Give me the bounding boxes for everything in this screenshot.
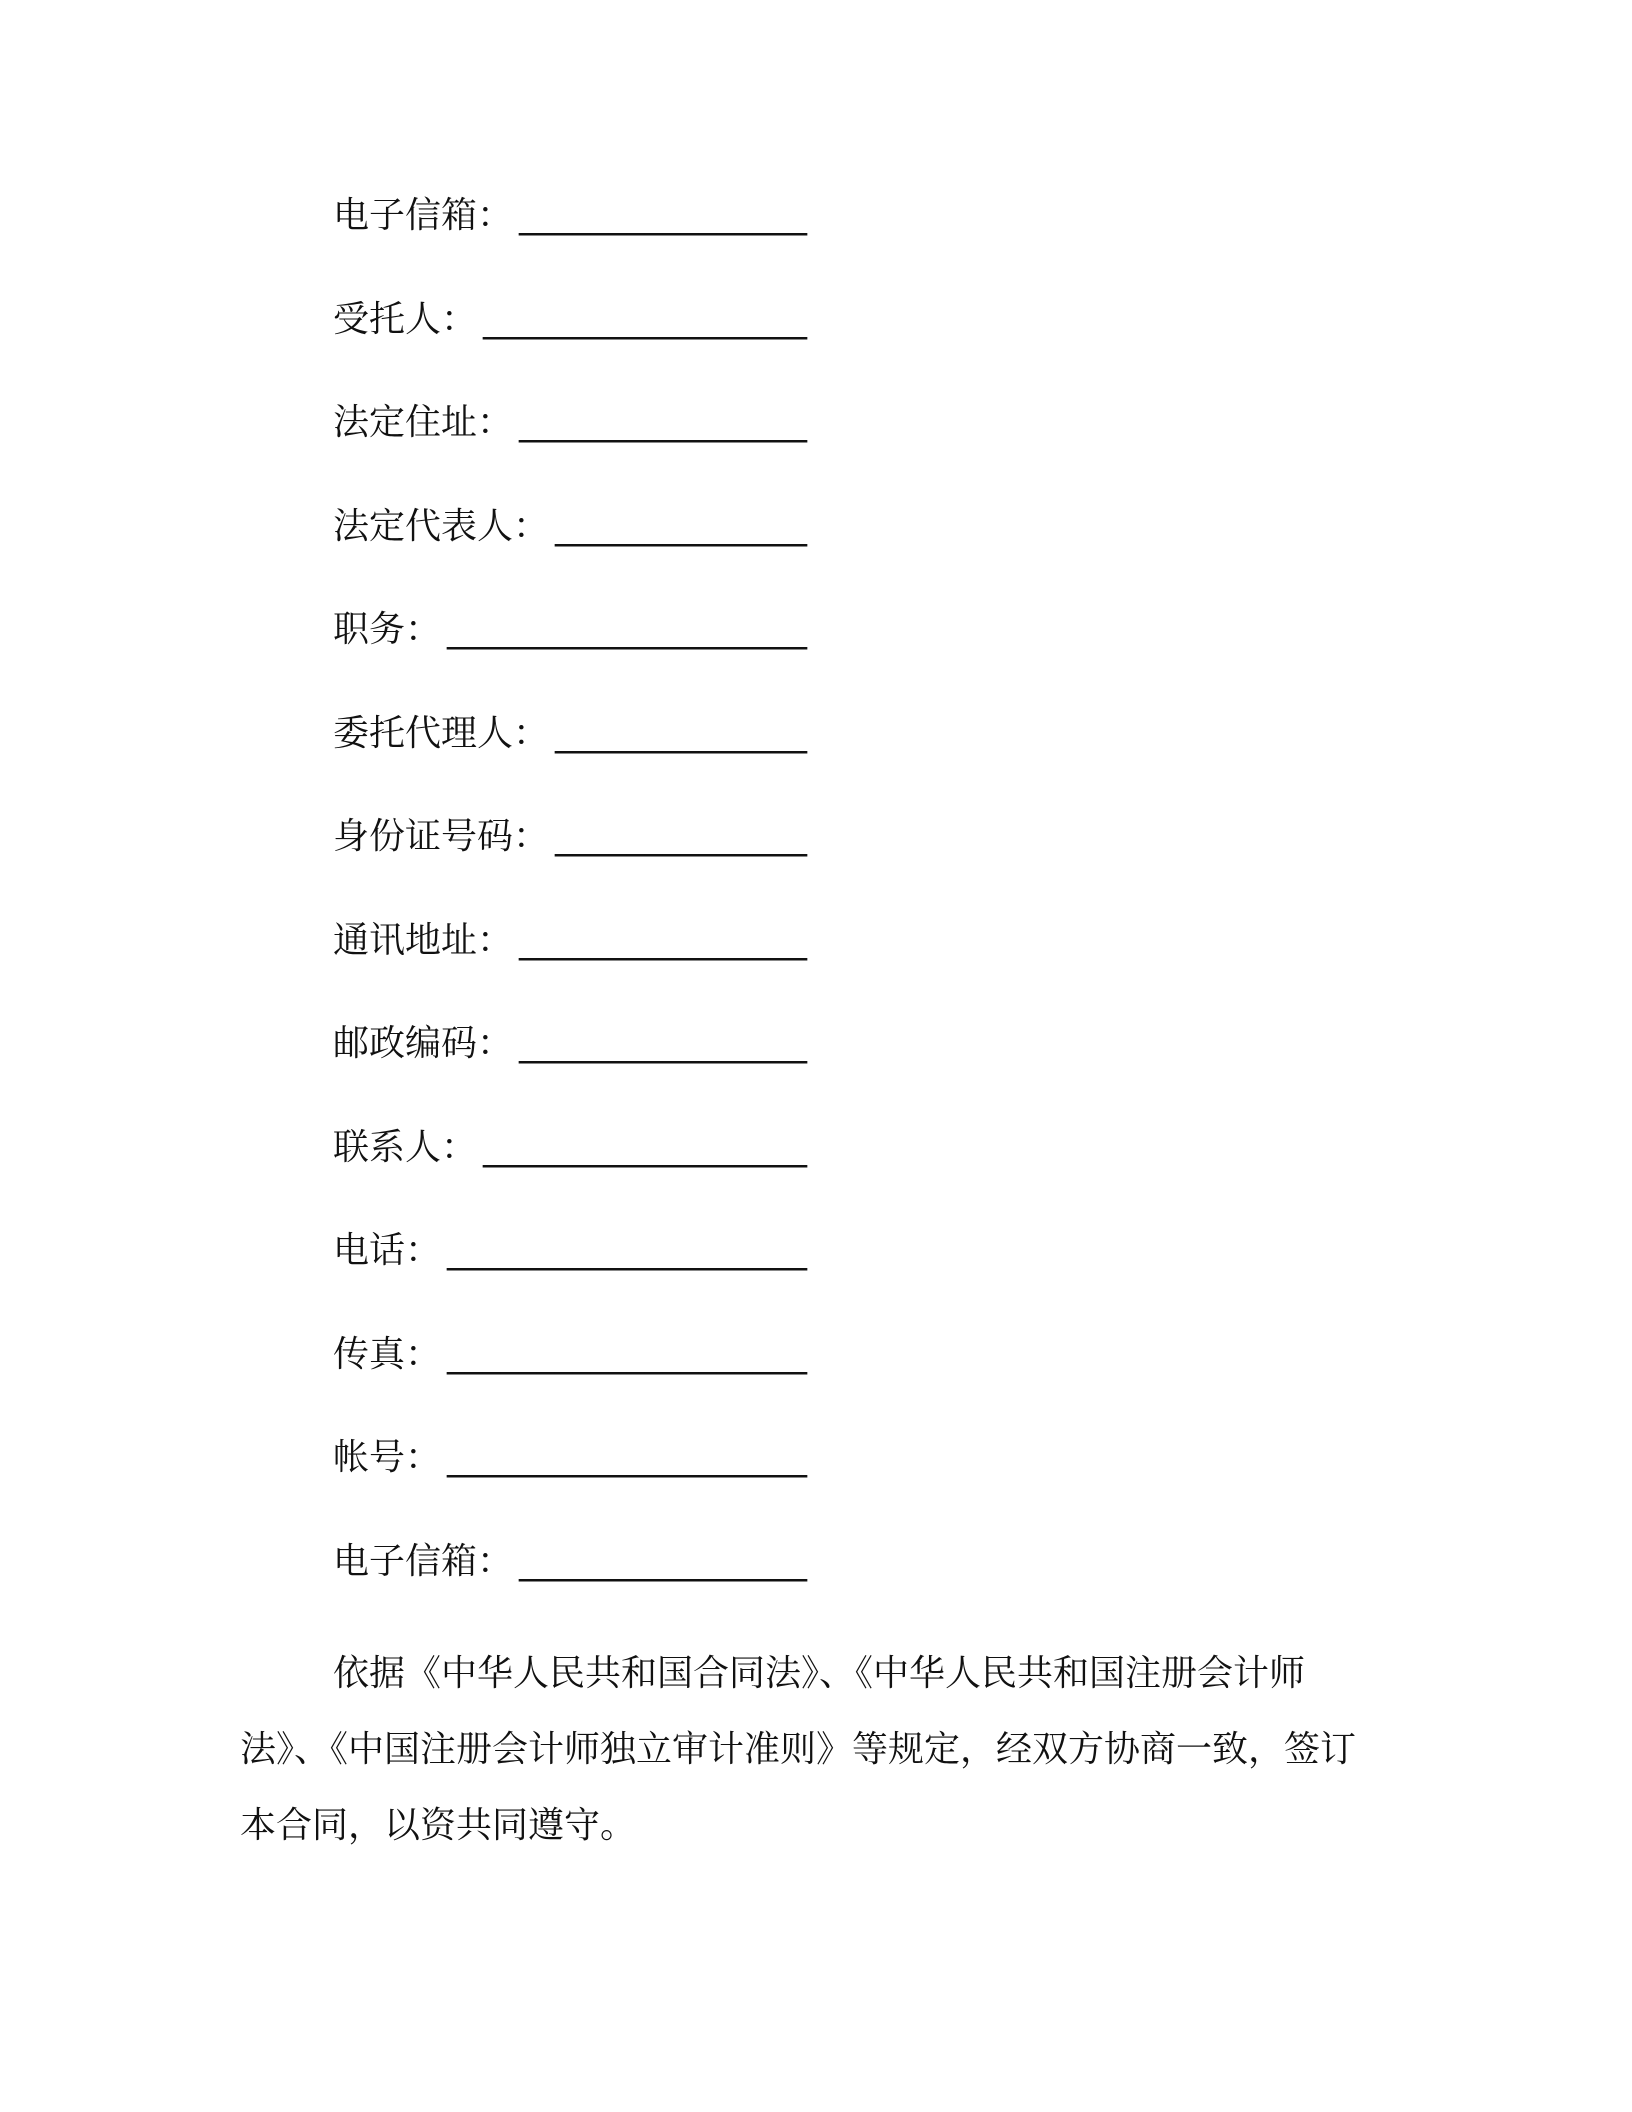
contract-fields [333, 190, 1333, 1639]
field-postal-code [333, 1018, 1333, 1122]
field-trustee [333, 294, 1333, 398]
field-contact-person [333, 1122, 1333, 1226]
field-label: 委托代理人： [333, 712, 550, 754]
fill-in-blank: ____________________ [447, 1230, 808, 1271]
field-label: 受托人： [333, 298, 478, 340]
field-fax [333, 1329, 1333, 1433]
field-label: 法定代表人： [333, 505, 550, 547]
fill-in-blank: ____________________ [447, 1437, 808, 1478]
field-legal-representative [333, 501, 1333, 605]
field-label: 帐号： [333, 1437, 442, 1478]
contract-basis-paragraph: 依据《中华人民共和国合同法》、《中华人民共和国注册会计师法》、《中国注册会计师独立审计准则》等规定，经双方协商一致，签订本合同，以资共同遵守。 [240, 1653, 1357, 1846]
fill-in-blank: ______________ [555, 712, 808, 754]
fill-in-blank: __________________ [483, 1126, 808, 1168]
fill-in-blank: __________________ [483, 298, 808, 340]
field-label: 传真： [333, 1333, 442, 1375]
fill-in-blank: ________________ [519, 195, 808, 236]
field-label: 电子信箱： [333, 1540, 514, 1582]
field-phone [333, 1225, 1333, 1329]
fill-in-blank: ______________ [555, 816, 808, 857]
field-id-number [333, 811, 1333, 915]
field-label: 邮政编码： [333, 1023, 514, 1064]
field-label: 电子信箱： [333, 195, 514, 236]
field-position [333, 604, 1333, 708]
fill-in-blank: ________________ [519, 1540, 808, 1582]
field-account-number [333, 1432, 1333, 1536]
field-label: 联系人： [333, 1126, 478, 1168]
field-email-2 [333, 1536, 1333, 1640]
field-label: 通讯地址： [333, 919, 514, 961]
field-mailing-address [333, 915, 1333, 1019]
fill-in-blank: ________________ [519, 1023, 808, 1064]
field-legal-address [333, 397, 1333, 501]
field-email-1 [333, 190, 1333, 294]
field-authorized-agent [333, 708, 1333, 812]
field-label: 职务： [333, 609, 442, 650]
field-label: 身份证号码： [333, 816, 550, 857]
fill-in-blank: ________________ [519, 402, 808, 443]
fill-in-blank: ________________ [519, 919, 808, 961]
fill-in-blank: ____________________ [447, 609, 808, 650]
fill-in-blank: ____________________ [447, 1333, 808, 1375]
field-label: 电话： [333, 1230, 442, 1271]
field-label: 法定住址： [333, 402, 514, 443]
fill-in-blank: ______________ [555, 505, 808, 547]
